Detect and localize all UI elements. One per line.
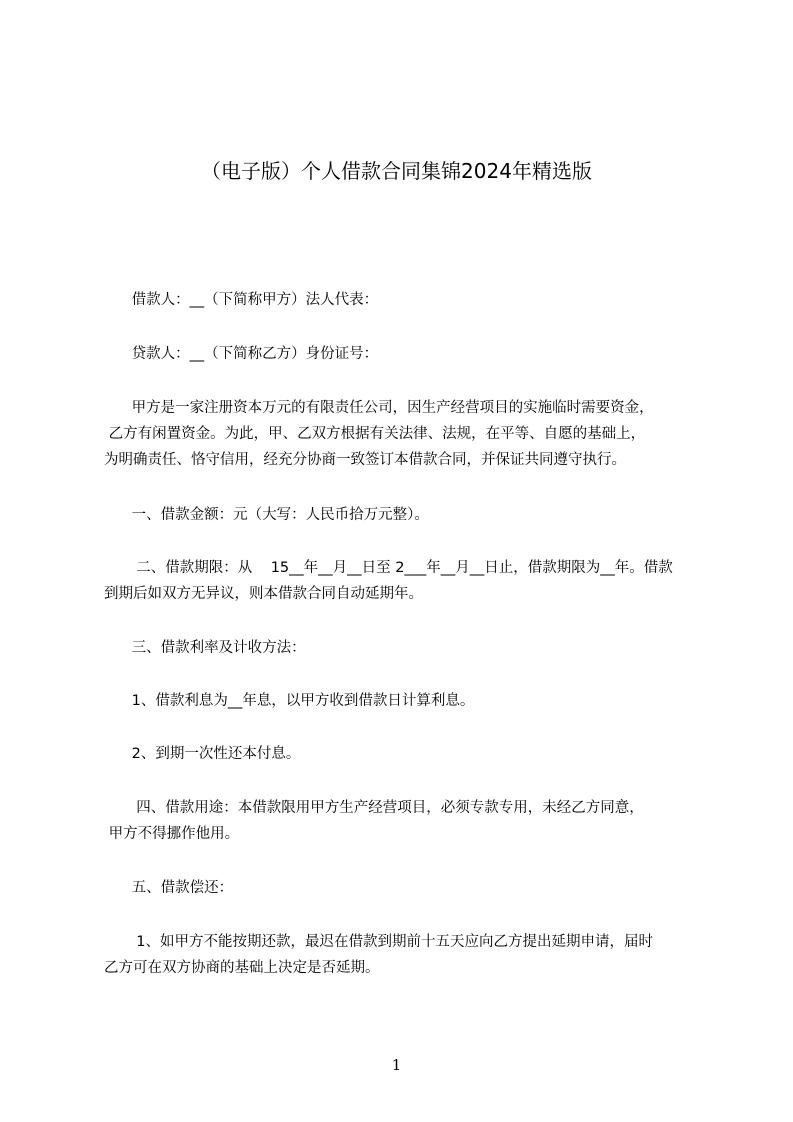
text-line: 1、借款利息为__年息，以甲方收到借款日计算利息。: [104, 693, 475, 709]
preamble-paragraph: [104, 395, 716, 473]
text-line: 乙方有闲置资金。为此，甲、乙双方根据有关法律、法规，在平等、自愿的基础上，: [104, 426, 646, 442]
text-line: 甲方是一家注册资本万元的有限责任公司，因生产经营项目的实施临时需要资金，: [104, 400, 654, 416]
document-title: （电子版）个人借款合同集锦2024年精选版: [201, 159, 592, 184]
text-line: 三、借款利率及计收方法：: [104, 640, 306, 656]
clause-interest-heading: [104, 635, 716, 661]
clause-loan-amount: [104, 502, 716, 528]
text-line: 到期后如双方无异议，则本借款合同自动延期年。: [104, 586, 423, 602]
text-line: 借款人：__（下简称甲方）法人代表：: [104, 292, 379, 308]
text-line: 贷款人：__（下简称乙方）身份证号：: [104, 346, 379, 362]
text-line: 二、借款期限：从 15__年__月__日至 2___年__月__日止，借款期限为__年。借款: [104, 560, 673, 576]
text-line: 一、借款金额：元（大写：人民币拾万元整）。: [104, 507, 429, 523]
text-line: 乙方可在双方协商的基础上决定是否延期。: [104, 960, 380, 976]
clause-loan-term: [104, 555, 716, 607]
clause-interest-item-1: [104, 688, 716, 714]
text-line: 甲方不得挪作他用。: [104, 826, 240, 842]
page-number: 1: [391, 1056, 402, 1074]
text-line: 1、如甲方不能按期还款，最迟在借款到期前十五天应向乙方提出延期申请，届时: [104, 934, 653, 950]
borrower-line: [104, 287, 716, 313]
text-line: 五、借款偿还：: [104, 880, 234, 896]
clause-repayment-heading: [104, 875, 716, 901]
text-line: 四、借款用途：本借款限用甲方生产经营项目，必须专款专用，未经乙方同意，: [104, 800, 644, 816]
text-line: 2、到期一次性还本付息。: [104, 746, 301, 762]
clause-repayment-item-1: [104, 929, 716, 981]
text-line: 为明确责任、恪守信用，经充分协商一致签订本借款合同，并保证共同遵守执行。: [104, 452, 626, 468]
lender-line: [104, 341, 716, 367]
clause-loan-purpose: [104, 795, 716, 847]
clause-interest-item-2: [104, 741, 716, 767]
